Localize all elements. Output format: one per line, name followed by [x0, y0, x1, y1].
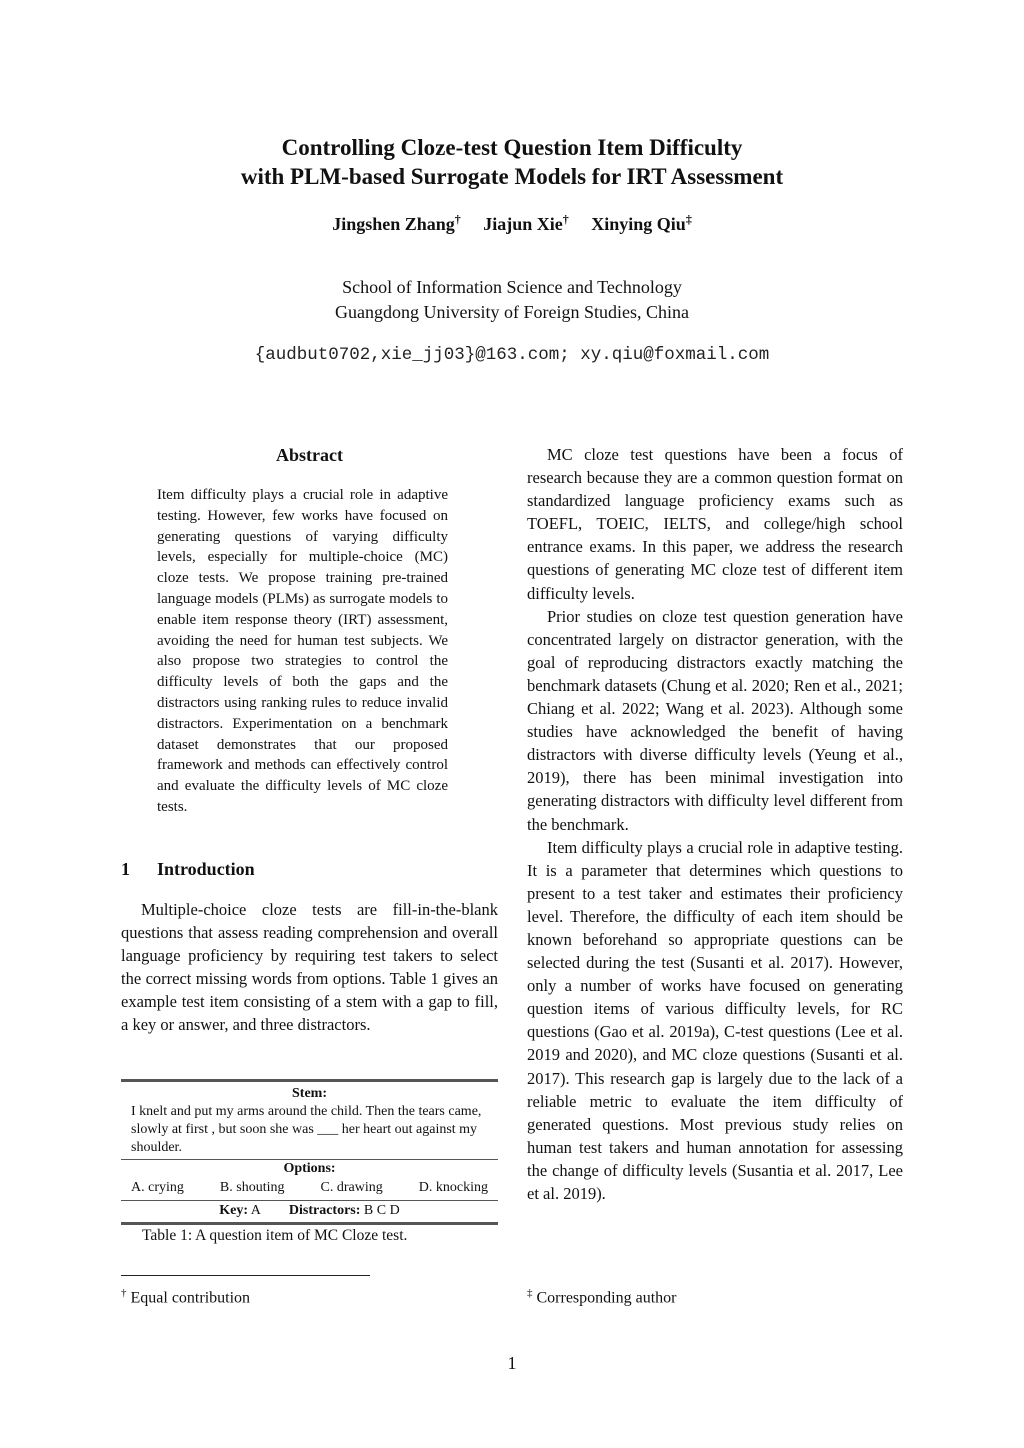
footnote-corresponding-author: ‡ Corresponding author — [527, 1287, 677, 1307]
distractors-cell: Distractors: B C D — [288, 1203, 400, 1218]
paper-title — [0, 133, 1024, 191]
key-cell: Key: A — [219, 1203, 261, 1218]
author-emails: {audbut0702,xie_jj03}@163.com; xy.qiu@foxmail.com — [254, 345, 770, 365]
author-list — [0, 212, 1024, 235]
options-row — [121, 1179, 498, 1197]
table-bottom-rule — [121, 1222, 498, 1225]
title-line-2: with PLM-based Surrogate Models for IRT Assessment — [240, 164, 784, 189]
abstract-body: Item difficulty plays a crucial role in adaptive testing. However, few works have focused on generating questions of varying difficulty levels, especially for multiple-choice (MC) cloze tests. We propose training pre-trained language models (PLMs) as surrogate models to enable item response theory (IRT) assessment, avoiding the need for human test subjects. We also propose two strategies to control the difficulty levels of both the gaps and the distractors using ranking rules to reduce invalid distractors. Experimentation on a benchmark dataset demonstrates that our proposed framework and methods can effectively control and evaluate the difficulty levels of MC cloze tests. — [157, 487, 448, 815]
author: Jingshen Zhang† — [332, 212, 461, 234]
section-number: 1 — [121, 859, 130, 879]
paragraph: Multiple-choice cloze tests are fill-in-the-blank questions that assess reading comprehension and overall language proficiency by requiring test takers to select the correct missing words from options. Table 1 gives an example test item consisting of a stem with a gap to fill, a key or answer, and three distractors. — [121, 900, 498, 1035]
section-title: Introduction — [157, 859, 255, 879]
title-line-1: Controlling Cloze-test Question Item Difficulty — [281, 135, 743, 160]
footnote-equal-contribution: † Equal contribution — [121, 1287, 251, 1307]
stem-label: Stem: — [292, 1086, 327, 1101]
footnote-rule — [121, 1275, 370, 1276]
options-label: Options: — [283, 1161, 336, 1176]
affiliation-line-1: School of Information Science and Technology — [342, 277, 682, 297]
section-heading-introduction — [121, 859, 255, 880]
option: A. crying — [131, 1180, 184, 1195]
affiliation-line-2: Guangdong University of Foreign Studies, China — [335, 302, 689, 322]
introduction-body — [121, 898, 498, 1037]
stem-text: I knelt and put my arms around the child. Then the tears came, slowly at first , but soon she was ___ her heart out against my shoulder. — [131, 1104, 482, 1155]
option: C. drawing — [320, 1180, 383, 1195]
right-column-body — [527, 443, 903, 1205]
paragraph: Prior studies on cloze test question generation have concentrated largely on distractor generation, with the goal of reproducing distractors exactly matching the benchmark datasets (Chung et al. 2020; Ren et al., 2021; Chiang et al. 2022; Wang et al. 2023). Although some studies have acknowledged the benefit of having distractors with diverse difficulty levels (Yeung et al., 2019), there has been minimal investigation into generating distractors with difficulty level different from the benchmark. — [527, 606, 903, 834]
author: Jiajun Xie† — [483, 212, 569, 234]
author: Xinying Qiu‡ — [591, 212, 692, 234]
option: D. knocking — [418, 1180, 488, 1195]
paragraph: MC cloze test questions have been a focus of research because they are a common question format on standardized language proficiency exams such as TOEFL, TOEIC, IELTS, and college/high school entrance exams. In this paper, we address the research questions of generating MC cloze test of different item difficulty levels. — [527, 445, 903, 603]
affiliation — [0, 275, 1024, 325]
abstract-heading: Abstract — [276, 445, 343, 465]
key-row — [121, 1201, 498, 1222]
table-caption: Table 1: A question item of MC Cloze test. — [142, 1227, 408, 1244]
page-number: 1 — [507, 1353, 517, 1373]
paragraph: Item difficulty plays a crucial role in adaptive testing. It is a parameter that determines which questions to present to a test taker and estimates their proficiency level. Therefore, the difficulty of each item should be known beforehand so appropriate questions can be selected during the test (Susanti et al. 2017). However, only a number of works have focused on generating question items of various difficulty levels, for RC questions (Gao et al. 2019a), C-test questions (Lee et al. 2019 and 2020), and MC cloze questions (Susanti et al. 2017). This research gap is largely due to the lack of a reliable metric to evaluate the item difficulty of generated questions. Most previous study relies on human test takers and human annotation for assessing the change of difficulty levels (Susantia et al. 2017, Lee et al. 2019). — [527, 837, 903, 1203]
table-top-rule — [121, 1079, 498, 1082]
table-1 — [121, 1079, 498, 1225]
option: B. shouting — [219, 1180, 285, 1195]
